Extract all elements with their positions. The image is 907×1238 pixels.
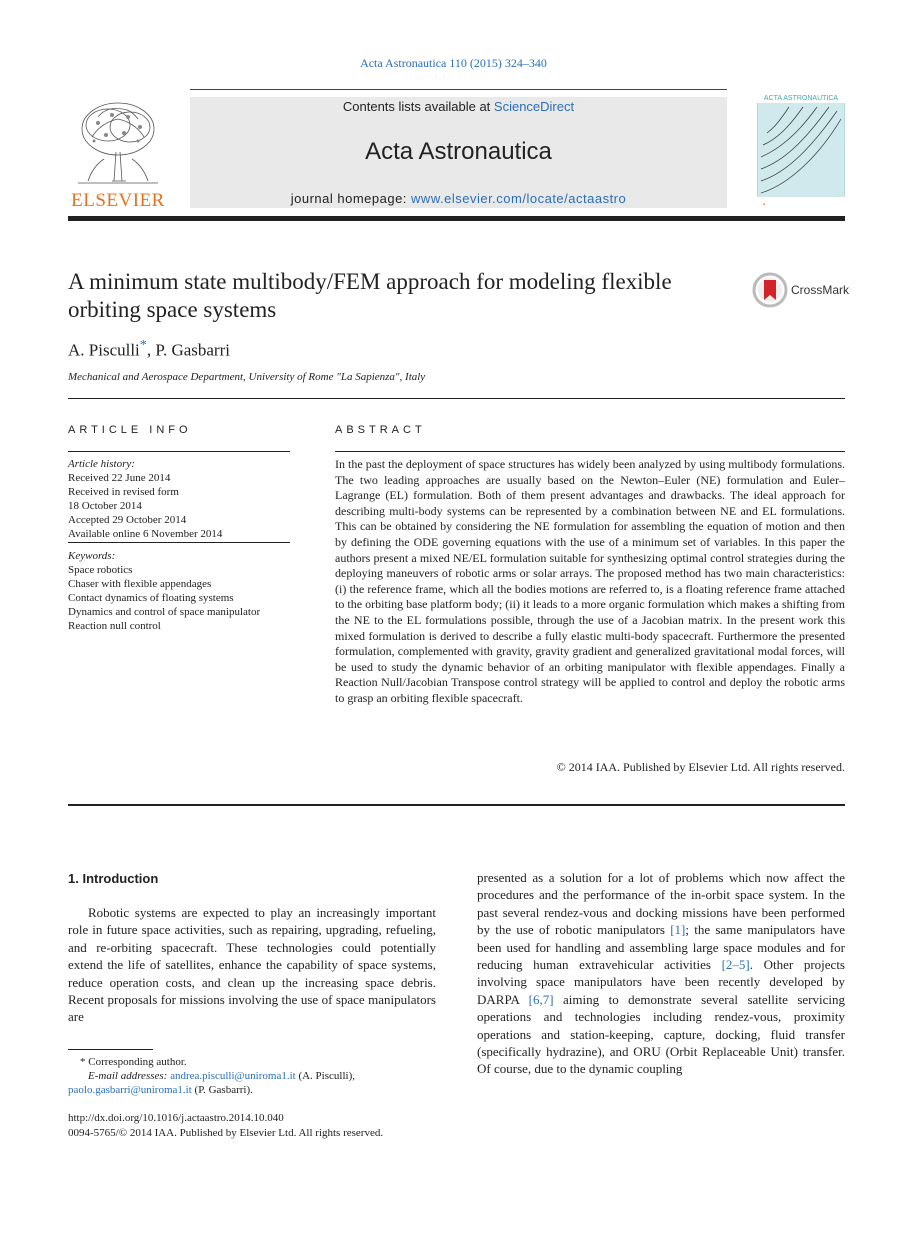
author-list xyxy=(68,337,230,361)
citation-link[interactable]: [1] xyxy=(670,922,686,938)
article-title: A minimum state multibody/FEM approach for modeling flexible orbiting space systems xyxy=(68,269,672,322)
abstract-copyright: © 2014 IAA. Published by Elsevier Ltd. All rights reserved. xyxy=(556,760,845,774)
article-info-rule xyxy=(68,451,290,452)
header-top-rule xyxy=(190,89,727,90)
header-thick-rule xyxy=(68,216,845,221)
history-item: Received in revised form xyxy=(68,486,179,498)
footnote-emails-2 xyxy=(68,1083,428,1097)
cover-publisher-mark: ▪ xyxy=(763,202,766,208)
keyword-item: Chaser with flexible appendages xyxy=(68,578,212,590)
keywords-block xyxy=(68,549,308,633)
journal-cover-thumbnail[interactable] xyxy=(757,89,845,209)
issn-copyright: 0094-5765/© 2014 IAA. Published by Elsevier Ltd. All rights reserved. xyxy=(68,1127,384,1139)
journal-homepage-link[interactable]: www.elsevier.com/locate/actaastro xyxy=(411,191,627,206)
intro-text-segment: presented as a solution for a lot of problems which now affect the procedures and the performance of the in-orbit space system. In the past several rendez-vous and docking missions have been performed by the use of robotic manipulators xyxy=(477,870,845,938)
journal-reference[interactable]: Acta Astronautica 110 (2015) 324–340 xyxy=(360,56,547,70)
elsevier-wordmark: ELSEVIER xyxy=(71,190,165,211)
footnote-rule xyxy=(68,1049,153,1050)
author-separator: , xyxy=(146,340,156,360)
affiliation-rule xyxy=(68,398,845,399)
abstract-bottom-rule xyxy=(68,804,845,806)
footnote-emails xyxy=(88,1069,448,1083)
email-name-2: (P. Gasbarri). xyxy=(191,1084,253,1096)
email-link-2[interactable]: paolo.gasbarri@uniroma1.it xyxy=(68,1084,192,1096)
footnote-star: * xyxy=(80,1056,86,1068)
homepage-prefix: journal homepage: xyxy=(290,191,412,206)
citation-link[interactable]: [6,7] xyxy=(528,991,554,1007)
article-history xyxy=(68,457,298,541)
section-heading-introduction: 1. Introduction xyxy=(68,871,159,886)
crossmark-label: CrossMark xyxy=(791,283,850,297)
intro-text-segment: . Other projects involving space manipulators have been recently developed by DARPA xyxy=(477,957,845,1007)
history-item: Accepted 29 October 2014 xyxy=(68,514,187,526)
history-label: Article history: xyxy=(68,458,135,470)
history-rule xyxy=(68,542,290,543)
history-item: Available online 6 November 2014 xyxy=(68,528,223,540)
sciencedirect-link[interactable]: ScienceDirect xyxy=(493,99,575,114)
history-item: 18 October 2014 xyxy=(68,500,142,512)
citation-link[interactable]: [2–5] xyxy=(721,957,750,973)
history-item: Received 22 June 2014 xyxy=(68,472,171,484)
intro-text-segment: aiming to demonstrate several satellite servicing operations and technologies including rendez-vous, proximity operations and station-keeping, capture, docking, fluid transfer (specifically hydrazine), and ORU (Orbit Replaceable Unit) transfer. Of course, due to the dynamic coupling xyxy=(477,991,845,1077)
affiliation: Mechanical and Aerospace Department, University of Rome "La Sapienza", Italy xyxy=(68,371,426,383)
corresponding-author-star[interactable]: * xyxy=(139,337,147,353)
abstract-text: In the past the deployment of space structures has widely been analyzed by using multibody formulations. The two leading approaches are usually based on the Newton–Euler (NE) formulation and Euler–Lagrange (EL) formulation. Both of them present advantages and drawbacks. The ideal approach for describing multi-body systems can be represented by a combination between NE and EL formulations. This can be obtained by considering the NE formulation for assembling the equation of motion and then by defining the ODE governing equations with the use of a minimum set of variables. In this paper the authors present a mixed NE/EL formulation suitable for synthesizing optimal control strategies during the deploying maneuvers of robotic arms or solar arrays. The proposed method has two main characteristics: (i) the reference frame, which all the bodies motions are referred to, is a floating reference frame attached to the orbiting base platform body; (ii) it leads to a more organic formulation which makes a shifting from the NE to the EL formulations possible, through the use of a Jacobian matrix. In the present work this mixed formulation is derived to describe a fully elastic multi-body spacecraft. Furthermore the presented formulation, complemented with gravity, gravity gradient and generalized gravitational modal forces, will be used to study the dynamic behavior of an orbiting manipulator with flexible appendages. Finally a Reaction Null/Jacobian Transpose control strategy will be applied to control and deploy the robotic arms to grasp an orbiting flexible spacecraft. xyxy=(335,457,845,705)
contents-line xyxy=(190,99,727,114)
keywords-label: Keywords: xyxy=(68,550,116,562)
footnote-corresponding-text: Corresponding author. xyxy=(85,1056,187,1068)
cover-title: ACTA ASTRONAUTICA xyxy=(763,95,839,102)
intro-right-paragraph xyxy=(477,869,845,1078)
contents-prefix: Contents lists available at xyxy=(342,99,494,114)
journal-homepage-line xyxy=(190,191,727,206)
intro-left-paragraph: Robotic systems are expected to play an increasingly important role in future space activities, such as repairing, upgrading, refueling, and re-orbiting spacecraft. These technologies could potentially extend the life of satellites, enhance the capability of space systems, reduce operation costs, and clean up the increasing space debris. Recent proposals for missions involving the use of space manipulators are xyxy=(68,905,436,1025)
keyword-item: Dynamics and control of space manipulator xyxy=(68,606,261,618)
intro-text-segment: ; the same manipulators have been used for handling and assembling large space modules and for reducing human extravehicular activities xyxy=(477,922,845,973)
email-label: E-mail addresses: xyxy=(88,1070,171,1082)
keyword-item: Space robotics xyxy=(68,564,133,576)
author-2[interactable]: P. Gasbarri xyxy=(155,340,230,360)
doi-link[interactable]: http://dx.doi.org/10.1016/j.actaastro.2014.10.040 xyxy=(68,1112,284,1124)
keyword-item: Contact dynamics of floating systems xyxy=(68,592,234,604)
crossmark-badge[interactable] xyxy=(752,272,852,308)
crossmark-icon xyxy=(752,272,788,308)
footnote-corresponding xyxy=(80,1055,440,1069)
keyword-item: Reaction null control xyxy=(68,620,161,632)
abstract-header: ABSTRACT xyxy=(335,424,426,436)
author-1[interactable]: A. Pisculli xyxy=(68,340,140,360)
article-info-header: ARTICLE INFO xyxy=(68,424,192,436)
email-link-1[interactable]: andrea.pisculli@uniroma1.it xyxy=(170,1070,296,1082)
abstract-rule xyxy=(335,451,845,452)
journal-name: Acta Astronautica xyxy=(365,138,552,165)
email-name-1: (A. Pisculli), xyxy=(295,1070,355,1082)
